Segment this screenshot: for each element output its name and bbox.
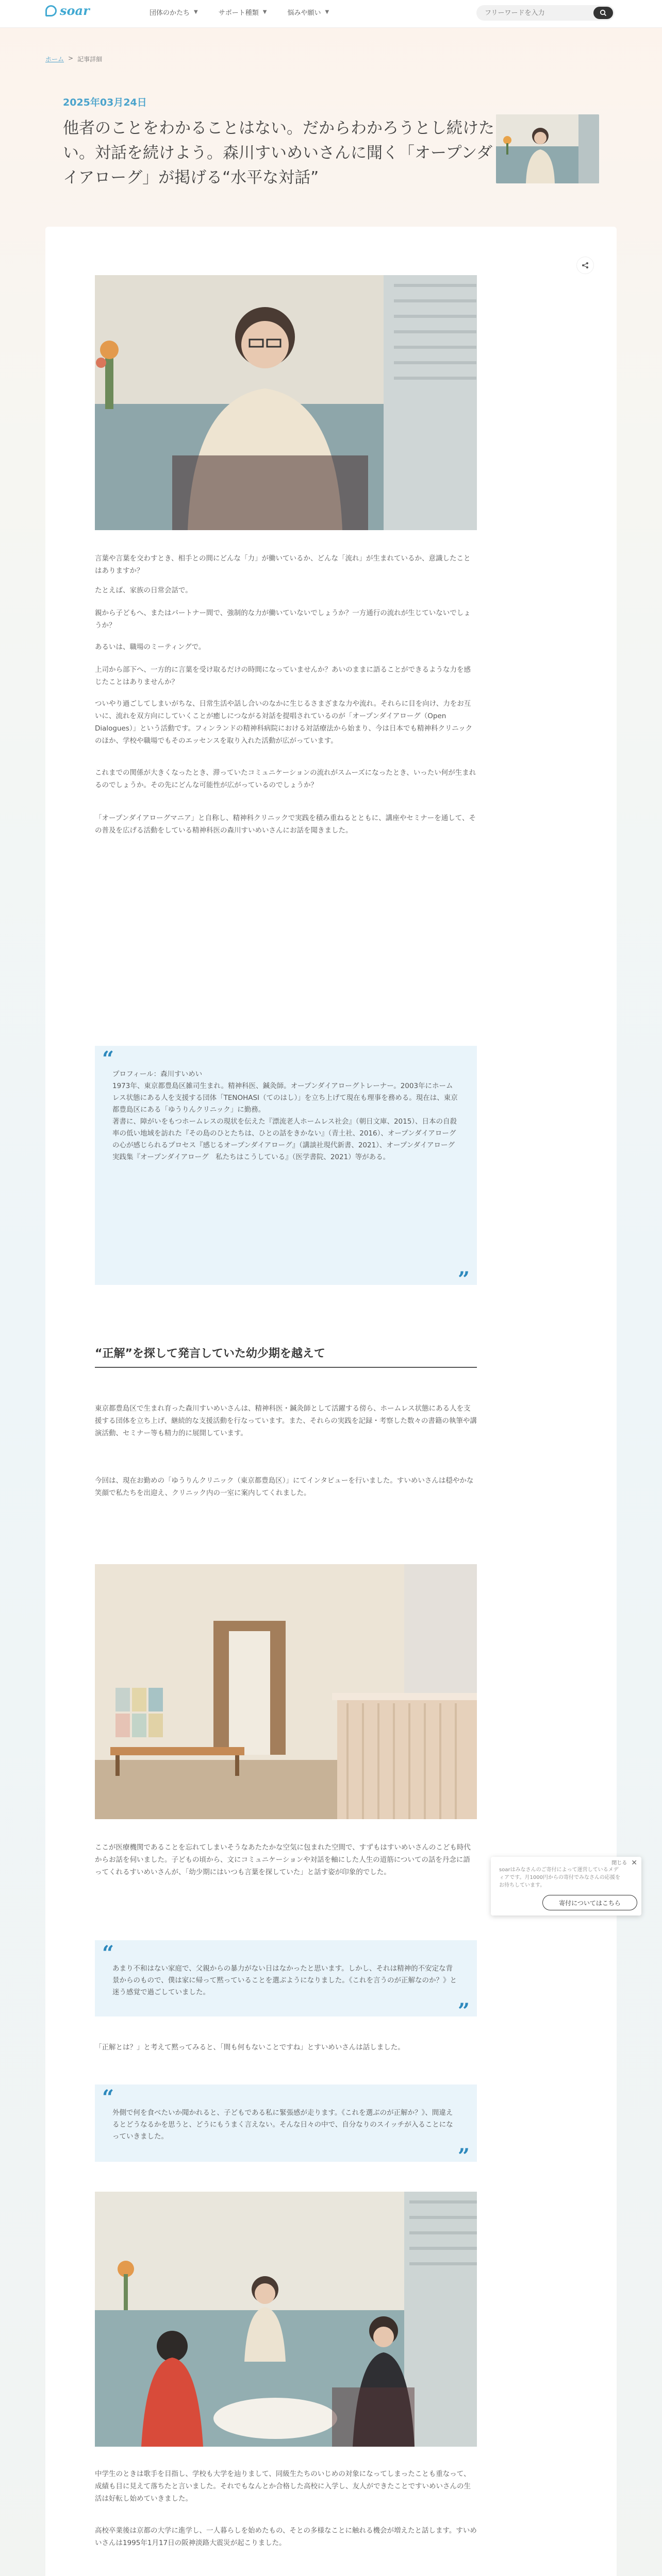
logo-mark-icon — [45, 5, 57, 16]
breadcrumb — [45, 55, 102, 63]
interview-scene-image — [95, 2192, 477, 2447]
paragraph: 親から子どもへ、またはパートナー間で、強制的な力が働いていないでしょうか？一方通行の流れが生じていないでしょうか？ — [95, 609, 471, 630]
clinic-room-photo — [95, 1564, 477, 1819]
donation-popup — [491, 1857, 641, 1916]
search-input[interactable] — [485, 9, 583, 17]
chevron-down-icon: ▼ — [194, 9, 198, 15]
quote-box — [95, 1940, 477, 2023]
quote-line: あまり不和はない家庭で、父親からの暴力がない日はなかったと思います。しかし、それは精神的不安定な背景からのもので、僕は家に帰って黙っていることを選ぶようになりました。《これを言うのが正解なのか？》と迷う感覚で過ごしていました。 — [112, 1964, 457, 1996]
section-heading: “正解”を探して発言していた幼少期を越えて — [95, 1345, 477, 1368]
popup-close-button[interactable] — [611, 1859, 637, 1868]
thumbnail-image — [496, 114, 599, 183]
interview-photo-2 — [95, 2192, 477, 2447]
close-icon: ✕ — [631, 1859, 637, 1867]
breadcrumb-home-link[interactable]: ホーム — [45, 56, 64, 63]
share-icon — [582, 262, 589, 269]
quote-open-icon: “ — [102, 2086, 114, 2110]
quote-open-icon: “ — [102, 1047, 114, 1071]
paragraph: これまでの関係が大きくなったとき、滞っていたコミュニケーションの流れがスムーズになったとき、いったい何が生まれるのでしょうか。その先にどんな可能性が広がっているのでしょうか？ — [95, 769, 476, 789]
paragraph: 東京都豊島区で生まれ育った森川すいめいさんは、精神科医・鍼灸師として活躍する傍ら、ホームレス状態にある人を支援する団体を立ち上げ、継続的な支援活動を行なっています。また、それらの実践を記録・考察した数々の書籍の執筆や講演活動、セミナー等も精力的に展開しています。 — [95, 1404, 477, 1437]
main-nav — [150, 7, 329, 17]
site-header — [0, 0, 662, 28]
breadcrumb-separator: > — [68, 55, 74, 62]
nav-label: 悩みや願い — [287, 9, 321, 17]
search-icon — [600, 9, 607, 16]
soar-logo[interactable] — [45, 3, 90, 18]
paragraph: たとえば、家族の日常会話で。 — [95, 586, 192, 595]
chevron-down-icon: ▼ — [325, 9, 329, 15]
nav-label: サポート種類 — [218, 9, 259, 17]
nav-item-worries[interactable] — [287, 7, 329, 17]
clinic-interior-image — [95, 1564, 477, 1819]
article-thumbnail — [496, 114, 599, 183]
quote-line: 外側で何を食べたいか聞かれると、子どもである私に緊張感が走ります。《これを選ぶのが正解か？》、間違えるとどうなるかを思うと、どうにもうまく言えない。そんな日々の中で、自分なりのスイッチが入ることになっていきました。 — [112, 2109, 453, 2141]
article-date: 2025年03月24日 — [63, 97, 147, 108]
popup-close-label: 閉じる — [611, 1860, 627, 1866]
paragraph: ここが医療機関であることを忘れてしまいそうなあたたかな空気に包まれた空間で、すずもはすいめいさんのこども時代からお話を伺いました。子どもの頃から、文にコミュニケーションや対話を軸にした人生の道筋についての話を丹念に語ってくれるすいめいさんが、「幼少期にはいつも言葉を探していた」と話す姿が印象的でした。 — [95, 1843, 471, 1876]
paragraph: 「オープンダイアローグマニア」と自称し、精神科クリニックで実践を積み重ねるとともに、講座やセミナーを通して、その普及を広げる活動をしている精神科医の森川すいめいさんにお話を聞きました。 — [95, 814, 476, 835]
nav-item-support-type[interactable] — [219, 7, 267, 17]
nav-item-organization[interactable] — [150, 7, 198, 17]
search-button[interactable] — [593, 7, 613, 19]
paragraph: 言葉や言葉を交わすとき、相手との間にどんな「力」が働いているか、どんな「流れ」が生まれているか、意識したことはありますか？ — [95, 554, 471, 575]
paragraph: ついやり過ごしてしまいがちな、日常生活や話し合いのなかに生じるさまざまな力や流れ。それらに目を向け、力をお互いに、流れを双方向にしていくことが癒しにつながる対話を提唱されているのが「オープンダイアローグ（Open Dialogues）」という活動です。フィンランドの精神科病院における対話療法から始まり、今は日本でも精神科クリニックのほか、学校や職場でもそのエッセンスを取り入れた活動が広がっています。 — [95, 700, 473, 745]
search-box — [476, 5, 615, 21]
quote-line: 著書に、障がいをもつホームレスの現状を伝えた『漂流老人ホームレス社会』（朝日文庫、2015）、日本の自殺率の低い地域を訪れた『その島のひとたちは、ひとの話をきかない』（青土社、2016）、オープンダイアローグの心が感じられるプロセス『感じるオープンダイアローグ』（講談社現代新書、2021）、オープンダイアローグ実践集『オープンダイアローグ 私たちはこうしている』（医学書院、2021）等がある。 — [112, 1117, 457, 1161]
paragraph: 今回は、現在お勤めの「ゆうりんクリニック（東京都豊島区）」にてインタビューを行いました。すいめいさんは穏やかな笑顔で私たちを出迎え、クリニック内の一室に案内してくれました。 — [95, 1477, 474, 1497]
chevron-down-icon: ▼ — [262, 9, 267, 15]
quote-close-icon: ” — [457, 2144, 470, 2168]
paragraph: 高校卒業後は京都の大学に進学し、一人暮らしを始めたもの、そとの多様なことに触れる機会が増えたと話します。すいめいさんは1995年1月17日の阪神淡路大震災が起こりました。 — [95, 2527, 477, 2547]
paragraph: 上司から部下へ、一方的に言葉を受け取るだけの時間になっていませんか？あいのままに語ることができるような力を感じたことはありませんか？ — [95, 666, 471, 686]
logo-text: soar — [60, 3, 90, 18]
quote-line: プロフィール：森川すいめい — [112, 1070, 203, 1078]
quote-open-icon: “ — [102, 1941, 114, 1965]
nav-label: 団体のかたち — [150, 9, 190, 17]
quote-close-icon: ” — [457, 1267, 470, 1292]
photo-portrait-image — [95, 275, 477, 530]
paragraph: 「正解とは？」と考えて黙ってみると、「間も何もないことですね」とすいめいさんは話しました。 — [95, 2043, 405, 2052]
paragraph: 中学生のときは歌手を目指し、学校も大学を辿りまして、同級生たちのいじめの対象になってしまったことも重なって、成績も目に見えて落ちたと言いました。それでもなんとか合格した高校に入学し、友人ができたことですいめいさんの生活は好転し始めていきました。 — [95, 2470, 471, 2503]
share-button[interactable] — [576, 257, 594, 274]
quote-line: 1973年、東京都豊島区雑司生まれ。精神科医、鍼灸師。オープンダイアローグトレーナー。2003年にホームレス状態にある人を支援する団体「TENOHASI（てのはし）」を立ち上げて現在も理事を務める。現在は、東京都豊島区にある「ゆうりんクリニック」に勤務。 — [112, 1082, 458, 1114]
profile-quote-box — [95, 1046, 477, 1292]
donation-info-button[interactable]: 寄付についてはこちら — [542, 1895, 637, 1910]
popup-text: soarはみなさんのご寄付によって運営しているメディアです。月1000円からの寄付でみなさんの応援をお待ちしています。 — [499, 1867, 620, 1888]
interview-photo-1 — [95, 275, 477, 530]
paragraph: あるいは、職場のミーティングで。 — [95, 643, 206, 651]
breadcrumb-current: 記事詳細 — [77, 56, 103, 63]
article-title: 他者のことをわかることはない。だからわかろうとし続けたい。対話を続けよう。森川すいめいさんに聞く「オープンダイアローグ」が掲げる“水平な対話” — [63, 119, 494, 187]
quote-box — [95, 2084, 477, 2168]
quote-close-icon: ” — [457, 1999, 470, 2023]
